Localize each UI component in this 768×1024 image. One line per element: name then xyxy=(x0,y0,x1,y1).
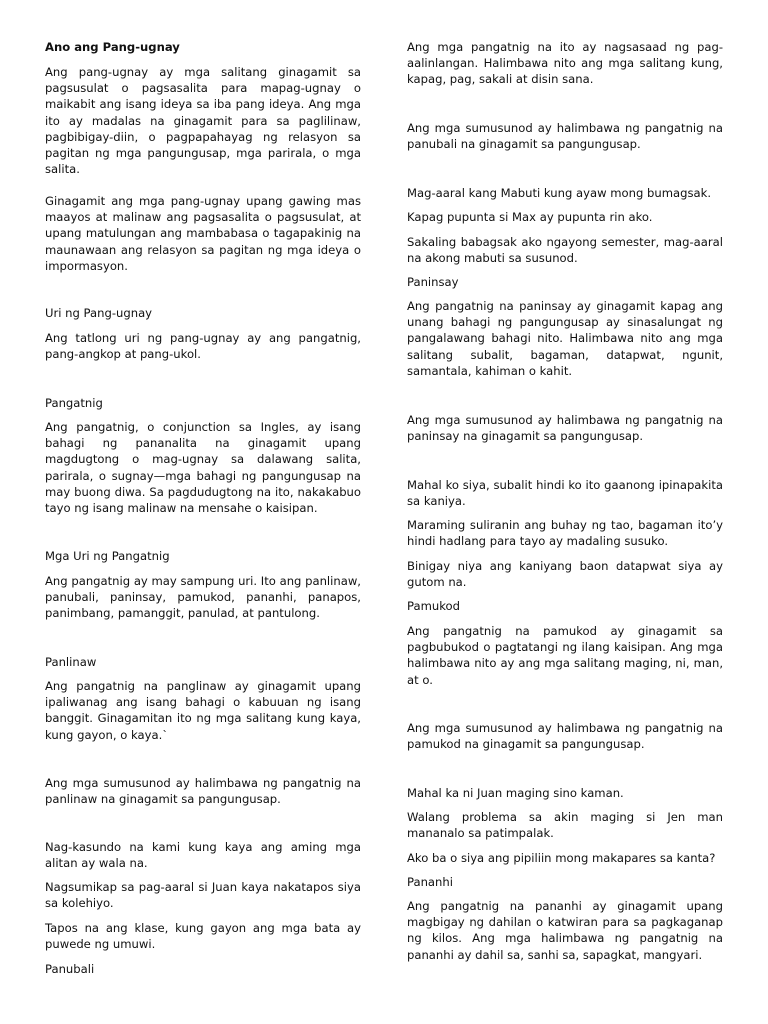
section-heading-pananhi: Pananhi xyxy=(407,875,453,889)
paninsay-example-3: Binigay niya ang kaniyang baon datapwat siya ay gutom na. xyxy=(407,559,723,590)
panlinaw-example-1: Nag-kasundo na kami kung kaya ang aming mga alitan ay wala na. xyxy=(45,840,361,871)
panlinaw-paragraph: Ang pangatnig na panglinaw ay ginagamit upang ipaliwanag ang isang bahagi o kabuuan ng isang banggit. Ginagamitan ito ng mga salitang kung kaya, kung gayon, o kaya.` xyxy=(45,679,361,742)
panlinaw-example-3: Tapos na ang klase, kung gayon ang mga bata ay puwede ng umuwi. xyxy=(45,921,361,952)
pangatnig-paragraph: Ang pangatnig, o conjunction sa Ingles, ay isang bahagi ng pananalita na ginagamit upang magdugtong o mag-ugnay sa dalawang salita, parirala, o sugnay—mga bahagi ng pangungusap na may buong diwa. Sa pagdudugtong na ito, nakakabuo tayo ng isang malinaw na mensahe o kaisipan. xyxy=(45,420,361,516)
pananhi-paragraph: Ang pangatnig na pananhi ay ginagamit upang magbigay ng dahilan o katwiran para sa pagkaganap ng kilos. Ang mga halimbawa ng pangatnig na pananhi ay dahil sa, sanhi sa, sapagkat, mangyari. xyxy=(407,899,723,962)
panubali-example-3: Sakaling babagsak ako ngayong semester, mag-aaral na akong mabuti sa susunod. xyxy=(407,235,723,266)
section-heading-panubali: Panubali xyxy=(45,962,95,976)
pamukod-paragraph: Ang pangatnig na pamukod ay ginagamit sa pagbubukod o pagtatangi ng ilang kaisipan. Ang mga halimbawa nito ay ang mga salitang maging, ni, man, at o. xyxy=(407,624,723,687)
pamukod-example-3: Ako ba o siya ang pipiliin mong makapares sa kanta? xyxy=(407,851,716,865)
paninsay-example-2: Maraming suliranin ang buhay ng tao, bagaman ito’y hindi hadlang para tayo ay madaling susuko. xyxy=(407,518,723,549)
panubali-example-2: Kapag pupunta si Max ay pupunta rin ako. xyxy=(407,210,653,224)
section-heading-panlinaw: Panlinaw xyxy=(45,655,97,669)
page-title: Ano ang Pang-ugnay xyxy=(45,40,180,54)
section-heading-paninsay: Paninsay xyxy=(407,275,459,289)
panubali-paragraph: Ang mga pangatnig na ito ay nagsasaad ng pag-aalinlangan. Halimbawa nito ang mga salitang kung, kapag, pag, sakali at disin sana. xyxy=(407,40,723,87)
pamukod-example-1: Mahal ka ni Juan maging sino kaman. xyxy=(407,786,624,800)
pamukod-examples-intro: Ang mga sumusunod ay halimbawa ng pangatnig na pamukod na ginagamit sa pangungusap. xyxy=(407,721,723,752)
section-heading-mga-uri: Mga Uri ng Pangatnig xyxy=(45,549,170,563)
section-heading-uri: Uri ng Pang-ugnay xyxy=(45,306,153,320)
paninsay-example-1: Mahal ko siya, subalit hindi ko ito gaanong ipinapakita sa kaniya. xyxy=(407,478,723,509)
usage-paragraph: Ginagamit ang mga pang-ugnay upang gawing mas maayos at malinaw ang pagsasalita o pagsusulat, at upang matulungan ang mambabasa o tagapakinig na maunawaan ang relasyon sa pagitan ng mga ideya o impormasyon. xyxy=(45,194,361,273)
panlinaw-examples-intro: Ang mga sumusunod ay halimbawa ng pangatnig na panlinaw na ginagamit sa pangungusap. xyxy=(45,776,361,807)
panubali-example-1: Mag-aaral kang Mabuti kung ayaw mong bumagsak. xyxy=(407,186,712,200)
mga-uri-paragraph: Ang pangatnig ay may sampung uri. Ito ang panlinaw, panubali, paninsay, pamukod, pananhi, panapos, panimbang, pamanggit, panulad, at pantulong. xyxy=(45,574,361,621)
panlinaw-example-2: Nagsumikap sa pag-aaral si Juan kaya nakatapos siya sa kolehiyo. xyxy=(45,880,361,911)
paninsay-examples-intro: Ang mga sumusunod ay halimbawa ng pangatnig na paninsay na ginagamit sa pangungusap. xyxy=(407,413,723,444)
intro-paragraph: Ang pang-ugnay ay mga salitang ginagamit sa pagsusulat o pagsasalita para mapag-ugnay o maikabit ang isang ideya sa iba pang ideya. Ang mga ito ay madalas na ginagamit para sa paglilinaw, pagbibigay-diin, o pagpapahayag ng relasyon sa pagitan ng mga pangungusap, mga parirala, o mga salita. xyxy=(45,65,361,177)
panubali-examples-intro: Ang mga sumusunod ay halimbawa ng pangatnig na panubali na ginagamit sa pangungusap. xyxy=(407,121,723,152)
types-paragraph: Ang tatlong uri ng pang-ugnay ay ang pangatnig, pang-angkop at pang-ukol. xyxy=(45,331,361,362)
paninsay-paragraph: Ang pangatnig na paninsay ay ginagamit kapag ang unang bahagi ng pangungusap ay sinasalungat ng pangalawang bahagi nito. Halimbawa nito ang mga salitang subalit, bagaman, datapwat, ngunit, samantala, kahiman o kahit. xyxy=(407,299,723,378)
section-heading-pamukod: Pamukod xyxy=(407,599,460,613)
section-heading-pangatnig: Pangatnig xyxy=(45,396,103,410)
pamukod-example-2: Walang problema sa akin maging si Jen man mananalo sa patimpalak. xyxy=(407,810,723,841)
